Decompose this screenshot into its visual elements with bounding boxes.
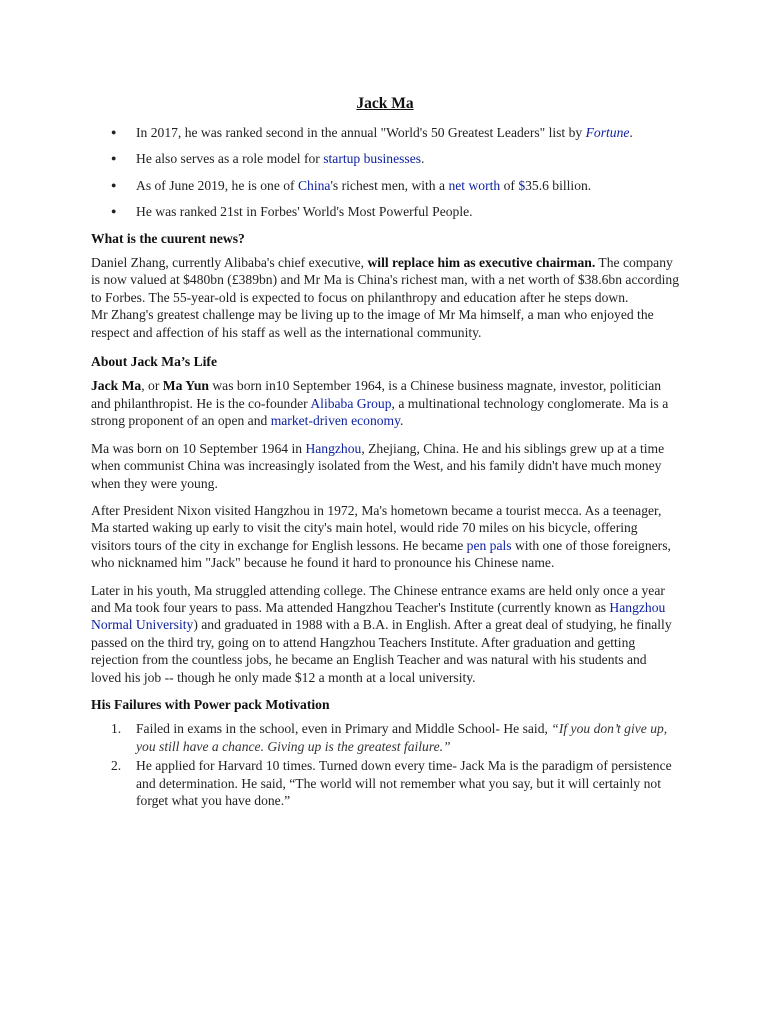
china-link[interactable]: China xyxy=(297,177,331,193)
list-item xyxy=(91,177,679,194)
news-paragraph: Mr Zhang's greatest challenge may be living up to the image of Mr Ma himself, a man who enjoyed the respect and affection of his staff as well as the international community. xyxy=(91,307,654,340)
bullet-text: He was ranked 21st in Forbes' World's Most Powerful People. xyxy=(136,204,473,220)
bullet-text-end: . xyxy=(629,125,633,140)
bullet-text: 's richest men, with a xyxy=(330,177,449,193)
life-text: , a multinational technology conglomerate. Ma is a strong proponent of an open and xyxy=(91,395,669,429)
failure-text: Failed in exams in the school, even in Primary and Middle School- He said, xyxy=(136,721,552,737)
fortune-link[interactable]: Fortune xyxy=(585,125,630,140)
list-number: 2. xyxy=(111,758,122,774)
news-paragraph xyxy=(91,254,679,306)
life-text: was born in10 September 1964, is a Chinese business magnate, investor, politician and philanthropist. He is the co-founder xyxy=(91,378,662,411)
life-paragraph xyxy=(91,377,679,429)
highlights-list xyxy=(91,124,679,221)
failures-list xyxy=(91,720,679,809)
alibaba-group-link[interactable]: Alibaba Group xyxy=(310,395,392,411)
life-text: , or xyxy=(141,378,163,394)
life-text: . xyxy=(400,413,404,429)
life-text: with one of those foreigners, who nicknamed him "Jack" because he found it hard to pronounce his Chinese name. xyxy=(91,537,671,571)
list-item xyxy=(91,124,679,141)
list-item xyxy=(91,720,679,755)
name-bold: Jack Ma xyxy=(91,378,142,394)
failure-quote: “If you don’t give up, you still have a chance. Giving up is the greatest failure.” xyxy=(136,721,668,754)
news-text: The company is now valued at $480bn (£389bn) and Mr Ma is China's richest man, with a net worth of $38.6bn according to Forbes. The 55-year-old is expected to focus on philanthropy and education after he steps down. xyxy=(91,255,680,305)
life-paragraph xyxy=(91,440,679,492)
list-item xyxy=(91,150,679,167)
news-section xyxy=(91,254,679,341)
bullet-text-end: 35.6 billion. xyxy=(525,177,592,193)
news-heading: What is the cuurent news? xyxy=(91,230,245,246)
life-text: Ma was born on 10 September 1964 in xyxy=(91,440,306,456)
life-text: , Zhejiang, China. He and his siblings grew up at a time when communist China was increasingly isolated from the West, and his family didn't have much money when they were young. xyxy=(91,440,665,491)
news-text: Daniel Zhang, currently Alibaba's chief executive, xyxy=(91,255,368,271)
life-paragraph xyxy=(91,582,679,686)
life-paragraph xyxy=(91,502,679,572)
hangzhou-link[interactable]: Hangzhou xyxy=(305,440,362,456)
hangzhou-normal-university-link[interactable]: Hangzhou Normal University xyxy=(91,599,666,633)
life-heading: About Jack Ma’s Life xyxy=(91,354,217,370)
dollar-link[interactable]: $ xyxy=(518,177,526,193)
document-page xyxy=(91,94,679,811)
startup-businesses-link[interactable]: startup businesses xyxy=(323,151,422,167)
bullet-text: of xyxy=(500,177,519,193)
bullet-text: As of June 2019, he is one of xyxy=(136,177,298,193)
list-item xyxy=(91,757,679,809)
failure-text: He applied for Harvard 10 times. Turned down every time- Jack Ma is the paradigm of persistence and determination. He said, “The world will not remember what you say, but it will certainly not forget what you have done.” xyxy=(136,758,672,808)
page-title: Jack Ma xyxy=(356,95,414,112)
bullet-text: He also serves as a role model for xyxy=(136,151,324,167)
life-text: Later in his youth, Ma struggled attending college. The Chinese entrance exams are held only once a year and Ma took four years to pass. Ma attended Hangzhou Teacher's Institute (currently known as xyxy=(91,582,665,615)
pen-pals-link[interactable]: pen pals xyxy=(466,537,512,553)
market-driven-economy-link[interactable]: market-driven economy xyxy=(270,413,401,429)
net-worth-link[interactable]: net worth xyxy=(448,177,501,193)
list-item xyxy=(91,203,679,220)
life-text: After President Nixon visited Hangzhou in 1972, Ma's hometown became a tourist mecca. As a teenager, Ma started waking up early to visit the city's main hotel, would ride 70 miles on his bicycle, offering visitors tours of the city in exchange for English lessons. He became xyxy=(91,502,662,553)
list-number: 1. xyxy=(111,721,122,737)
news-bold-text: will replace him as executive chairman. xyxy=(367,255,596,271)
bullet-text: In 2017, he was ranked second in the annual "World's 50 Greatest Leaders" list by xyxy=(136,125,586,140)
failures-heading: His Failures with Power pack Motivation xyxy=(91,696,330,712)
bullet-text-end: . xyxy=(421,151,425,167)
name-bold: Ma Yun xyxy=(162,378,209,394)
life-text: ) and graduated in 1988 with a B.A. in English. After a great deal of studying, he finally passed on the third try, going on to attend Hangzhou Teachers Institute. After graduation and getting rejection from the countless jobs, he became an English Teacher and was natural with his students and loved his job -- though he only made $12 a month at a local university. xyxy=(91,617,672,685)
